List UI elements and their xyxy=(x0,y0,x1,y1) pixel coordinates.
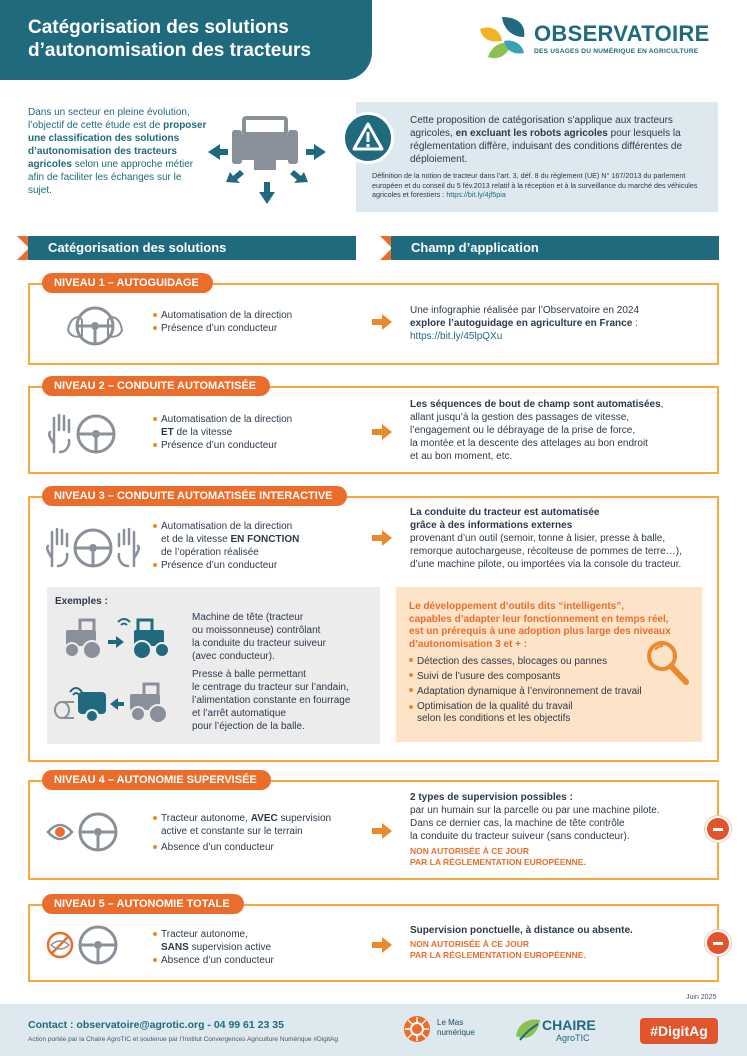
level-4-desc-line-2: Dans ce dernier cas, la machine de tête contrôle xyxy=(410,818,625,829)
smart-tools-bullet-3: Adaptation dynamique à l’environnement de travail xyxy=(409,684,659,699)
level-3-bullets xyxy=(153,520,353,572)
leader-follower-tractors-icon xyxy=(62,612,180,660)
example-2-line-1: Presse à balle permettant xyxy=(192,669,306,680)
smart-tools-line-1: Le développement d’outils dits “intelligents”, xyxy=(409,601,625,612)
level-3-operation: de l’opération réalisée xyxy=(161,547,259,558)
smart-tools-bullets xyxy=(409,654,659,725)
smart-tools-bullet-4a: Optimisation de la qualité du travail xyxy=(417,701,573,712)
example-2-line-2: le centrage du tracteur sur l’andain, xyxy=(192,682,349,693)
chaire-leaf-icon xyxy=(512,1014,544,1046)
level-3-desc-line-3: d’une machine pilote, ou importées via la console du tracteur. xyxy=(410,559,682,570)
agrotic-word: AgroTIC xyxy=(556,1033,590,1043)
level-3-bullet-1: Automatisation de la direction xyxy=(153,520,353,533)
level-2-bullet-2: Présence d’un conducteur xyxy=(153,439,353,452)
title-line-1: Catégorisation des solutions xyxy=(28,17,289,38)
level-4-not-authorized-1: NON AUTORISÉE À CE JOUR xyxy=(410,846,530,856)
magnifier-icon xyxy=(644,638,692,690)
level-3-desc-line-1: provenant d’un outil (semoir, tonne à lisier, presse à balle, xyxy=(410,533,666,544)
level-2-tag: NIVEAU 2 – CONDUITE AUTOMATISÉE xyxy=(42,376,270,396)
example-2-line-4: et l’arrêt automatique xyxy=(192,708,286,719)
le-mas-sun-icon xyxy=(402,1014,432,1044)
smart-tools-line-4: d’autonomisation 3 et + : xyxy=(409,638,528,650)
not-authorized-minus-icon xyxy=(705,930,731,956)
le-mas-numerique-logo xyxy=(402,1014,492,1044)
level-4-description xyxy=(410,791,710,868)
examples-label: Exemples : xyxy=(55,596,108,607)
baler-and-tractor-icon xyxy=(52,676,180,724)
level-1-tag: NIVEAU 1 – AUTOGUIDAGE xyxy=(42,273,213,293)
intro-part-1: Dans un secteur en pleine évolution, l’objectif de cette étude est de xyxy=(28,107,190,131)
digitag-logo: #DigitAg xyxy=(640,1018,718,1044)
level-3-desc-line-2: remorque autochargeuse, récolteuse de pommes de terre…), xyxy=(410,546,682,557)
chaire-agrotic-logo xyxy=(512,1014,622,1046)
level-1-desc-bold: explore l’autoguidage en agriculture en France xyxy=(410,318,633,329)
not-authorized-minus-icon xyxy=(705,816,731,842)
level-4-desc-line-1: par un humain sur la parcelle ou par une machine pilote. xyxy=(410,805,660,816)
level-3-en-fonction: EN FONCTION xyxy=(230,534,300,545)
level-1-desc-colon: : xyxy=(632,318,638,329)
le-mas-line-2: numérique xyxy=(437,1028,475,1037)
example-1-line-3: la conduite du tracteur suiveur xyxy=(192,638,326,649)
level-2-et: ET xyxy=(161,427,174,438)
example-1-line-4: (avec conducteur). xyxy=(192,651,275,662)
level-1-bullets xyxy=(153,309,353,335)
info-part-1: Cette proposition de catégorisation s’applique aux tracteurs agricoles, xyxy=(410,115,673,139)
regulation-link[interactable]: https://bit.ly/4jf5pia xyxy=(446,190,506,199)
level-5-sans: SANS xyxy=(161,942,189,953)
title-line-2: d’autonomisation des tracteurs xyxy=(28,40,311,61)
regulation-reference xyxy=(372,171,712,200)
intro-text xyxy=(28,106,208,197)
level-5-supervision: supervision active xyxy=(188,942,272,953)
crossed-eye-and-wheel-icon xyxy=(46,923,120,967)
scope-info-text xyxy=(410,114,710,166)
level-5-bullet-2: Absence d’un conducteur xyxy=(153,954,353,967)
example-1-text xyxy=(192,611,377,663)
level-4-not-authorized-2: PAR LA RÉGLEMENTATION EUROPÉENNE. xyxy=(410,857,586,867)
arrow-right-icon xyxy=(372,530,392,546)
smart-tools-line-3: est un prérequis à une adoption plus large des niveaux xyxy=(409,626,671,637)
level-4-bullets xyxy=(153,812,363,854)
example-2-text xyxy=(192,668,377,733)
level-2-bullets xyxy=(153,413,353,452)
level-4-tag: NIVEAU 4 – AUTONOMIE SUPERVISÉE xyxy=(42,770,271,790)
hand-and-wheel-icon xyxy=(48,412,118,456)
level-2-desc-line-1: allant jusqu’à la gestion des passages de vitesse, xyxy=(410,412,630,423)
level-5-not-authorized-1: NON AUTORISÉE À CE JOUR xyxy=(410,939,530,949)
arrow-right-icon xyxy=(372,314,392,330)
level-2-desc-line-3: la montée et la descente des attelages au bon endroit xyxy=(410,438,648,449)
example-1-line-1: Machine de tête (tracteur xyxy=(192,612,304,623)
level-4-desc-bold: 2 types de supervision possibles : xyxy=(410,792,573,803)
level-2-vitesse: de la vitesse xyxy=(173,427,233,438)
intro-bold: proposer une classification des solutions d’autonomisation des tracteurs agricoles xyxy=(28,120,207,170)
level-2-desc-bold: Les séquences de bout de champ sont automatisées xyxy=(410,399,661,410)
section-banner-categorisation: Catégorisation des solutions xyxy=(28,236,356,260)
example-1-line-2: ou moissonneuse) contrôlant xyxy=(192,625,321,636)
example-2-line-5: pour l’éjection de la balle. xyxy=(192,721,305,732)
smart-tools-bullet-2: Suivi de l’usure des composants xyxy=(409,669,659,684)
eye-and-wheel-icon xyxy=(46,810,120,854)
page-title xyxy=(28,16,358,62)
arrow-right-icon xyxy=(372,424,392,440)
level-2-desc-line-4: et au bon moment, etc. xyxy=(410,451,513,462)
arrow-right-icon xyxy=(372,823,392,839)
level-5-description xyxy=(410,924,710,961)
level-5-tag: NIVEAU 5 – AUTONOMIE TOTALE xyxy=(42,894,244,914)
level-4-desc-line-3: la conduite du tracteur suiveur (sans conducteur). xyxy=(410,831,630,842)
info-part-2: pour lesquels la réglementation diffère, induisant des conditions différentes de déploiement. xyxy=(410,128,683,165)
regulation-text: Définition de la notion de tracteur dans l’art. 3, déf. 8 du règlement (UE) N° 167/2013 du parlement européen et du conseil du 5 fév.2013 relatif à la réception et à la surveillance du marché des véhicules agricoles et forestiers : xyxy=(372,171,698,199)
level-2-desc-line-2: l’engagement ou le débrayage de la prise de force, xyxy=(410,425,636,436)
le-mas-line-1: Le Mas xyxy=(437,1018,464,1027)
arrow-right-icon xyxy=(372,937,392,953)
level-2-desc-comma: , xyxy=(660,399,664,410)
level-4-bullet-1 xyxy=(153,812,363,825)
level-3-tag: NIVEAU 3 – CONDUITE AUTOMATISÉE INTERACTIVE xyxy=(42,486,347,506)
level-4-autonome: Tracteur autonome, xyxy=(161,813,251,824)
level-1-desc-line-1: Une infographie réalisée par l’Observatoire en 2024 xyxy=(410,305,640,316)
smart-tools-bullet-1: Détection des casses, blocages ou pannes xyxy=(409,654,659,669)
section-banner-champ: Champ d’application xyxy=(391,236,719,260)
level-3-bullet-2: Présence d’un conducteur xyxy=(153,559,353,572)
level-3-desc-bold-2: grâce à des informations externes xyxy=(410,520,573,531)
contact-info[interactable]: Contact : observatoire@agrotic.org - 04 99 61 23 35 xyxy=(28,1019,284,1031)
level-4-bullet-2: Absence d’un conducteur xyxy=(153,841,363,854)
level-4-bullet-1-cont: active et constante sur le terrain xyxy=(161,826,303,837)
hands-on-wheel-icon xyxy=(66,304,124,348)
observatoire-leaf-icon xyxy=(478,15,528,63)
observatoire-logo xyxy=(478,15,728,63)
level-4-avec: AVEC xyxy=(250,813,278,824)
tractor-directions-icon xyxy=(204,112,330,208)
example-2-line-3: l’alimentation constante en fourrage xyxy=(192,695,351,706)
publication-date: Juin 2025 xyxy=(686,994,717,1001)
smart-tools-line-2: capables d’adapter leur fonctionnement en temps réel, xyxy=(409,613,669,625)
smart-tools-bullet-4 xyxy=(409,701,659,725)
level-5-bullet-1-cont xyxy=(153,941,353,954)
level-3-description xyxy=(410,506,715,571)
level-3-vitesse: et de la vitesse xyxy=(161,534,231,545)
two-hands-and-wheel-icon xyxy=(46,526,140,570)
level-1-bullet-2: Présence d’un conducteur xyxy=(153,322,353,335)
level-3-bullet-1-cont xyxy=(153,533,353,546)
chaire-word: CHAIRE xyxy=(542,1017,596,1033)
warning-icon xyxy=(345,115,391,161)
level-3-desc-bold-1: La conduite du tracteur est automatisée xyxy=(410,507,600,518)
logo-subtitle: DES USAGES DU NUMÉRIQUE EN AGRICULTURE xyxy=(534,48,699,55)
level-5-bullet-1: Tracteur autonome, xyxy=(153,928,353,941)
level-2-description xyxy=(410,398,715,463)
level-2-bullet-1: Automatisation de la direction xyxy=(153,413,353,426)
level-4-supervision: supervision xyxy=(277,813,332,824)
autoguidage-link[interactable]: https://bit.ly/45lpQXu xyxy=(410,331,503,342)
level-5-desc-bold: Supervision ponctuelle, à distance ou absente. xyxy=(410,925,633,936)
level-5-bullets xyxy=(153,928,353,967)
level-5-not-authorized-2: PAR LA RÉGLEMENTATION EUROPÉENNE. xyxy=(410,950,586,960)
footer-credits: Action portée par la Chaire AgroTIC et soutenue par l’Institut Convergences Agriculture Numérique #DigitAg xyxy=(28,1036,338,1043)
intro-part-2: selon une approche métier afin de faciliter les échanges sur le sujet. xyxy=(28,159,194,196)
level-1-description xyxy=(410,304,710,343)
level-2-bullet-1-cont xyxy=(153,426,353,439)
warning-badge xyxy=(342,112,394,164)
info-bold: en excluant les robots agricoles xyxy=(455,128,608,139)
level-1-bullet-1: Automatisation de la direction xyxy=(153,309,353,322)
smart-tools-bullet-4b: selon les conditions et les objectifs xyxy=(417,713,571,724)
logo-wordmark: OBSERVATOIRE xyxy=(534,21,710,46)
